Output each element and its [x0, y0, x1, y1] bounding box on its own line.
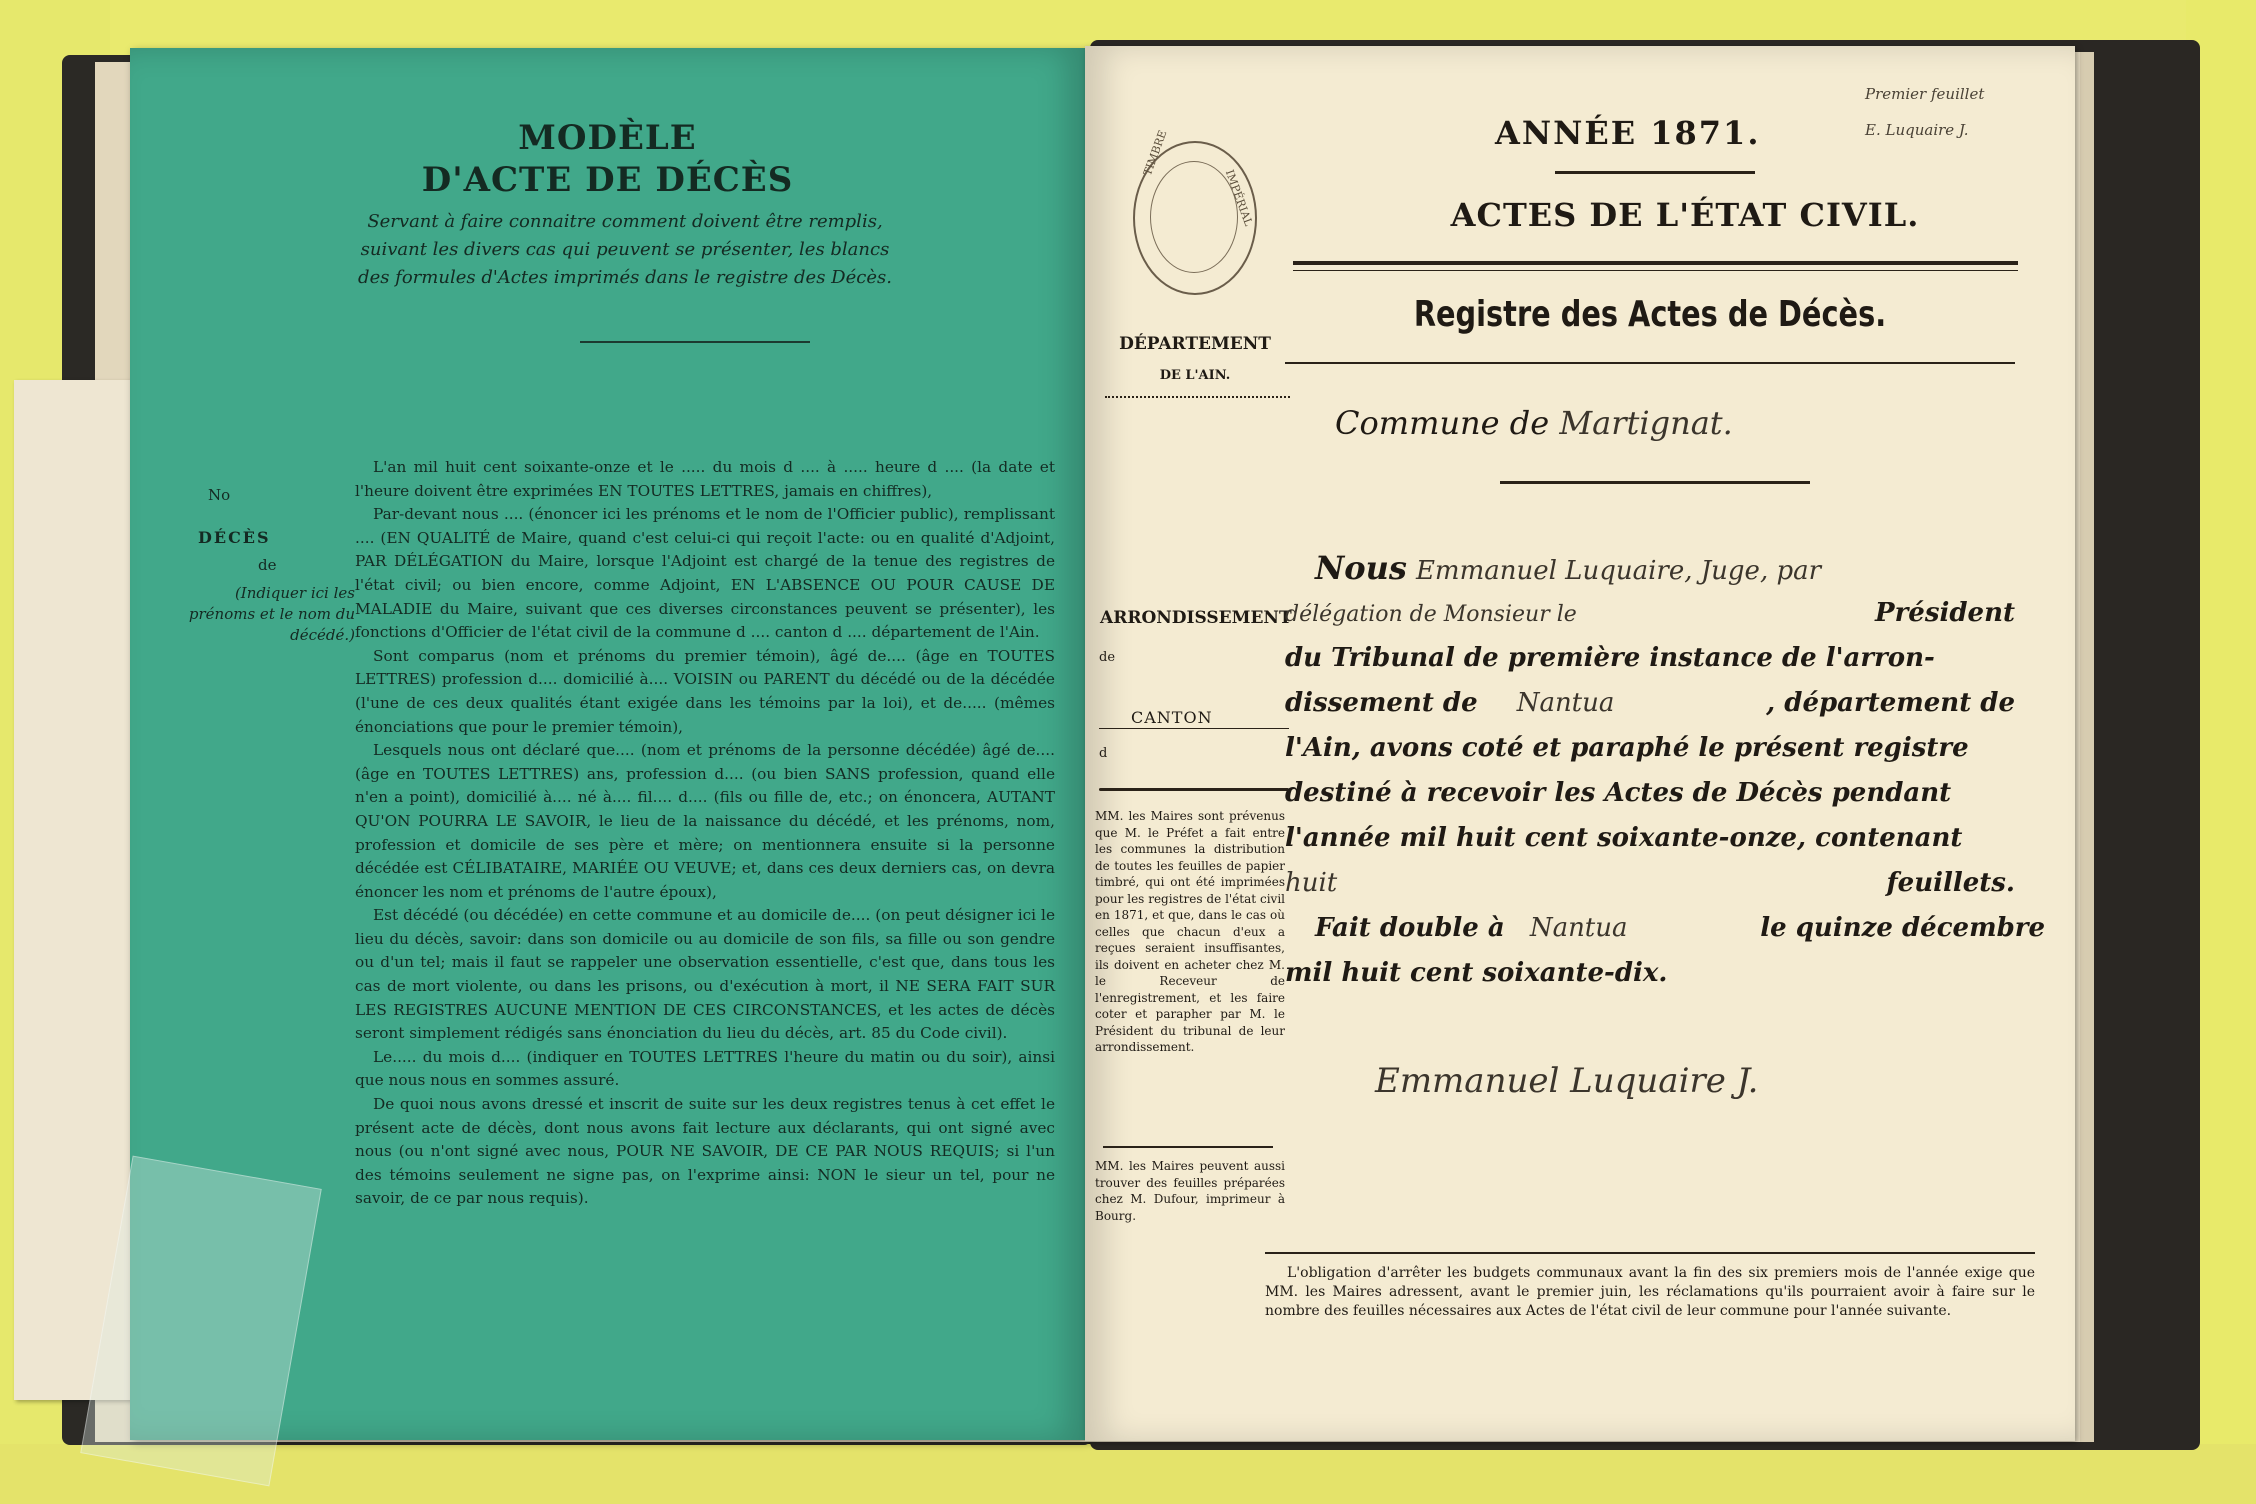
canton-label: CANTON [1131, 708, 1213, 727]
mayors-note-1: MM. les Maires sont prévenus que M. le Préfet a fait entre les communes la distribution de toutes les feuilles de papier timbré, qui ont été imprimées pour les registres de l'état civil en 1871, et que, dans le cas où celles que chacun d'eux a reçues seraient insuffisantes, ils doivent en acheter chez M. le Receveur de l'enregistrement, et les faire coter et parapher par M. le Président du tribunal de leur arrondissement. [1095, 809, 1285, 1054]
register-title-page [1085, 46, 2075, 1441]
year-heading: ANNÉE 1871. [1495, 114, 1761, 152]
register-rule [1285, 362, 2015, 364]
model-paragraph: Le..... du mois d.... (indiquer en TOUTES LETTRES l'heure du matin ou du soir), ainsi que nous nous en sommes assuré. [355, 1047, 1055, 1090]
fait-double-text: Fait double à [1315, 913, 1505, 943]
text-line: l'année mil huit cent soixante-onze, contenant [1285, 823, 1963, 853]
text-line [1285, 906, 2055, 951]
footnote-rule [1265, 1252, 2035, 1254]
civil-acts-heading: ACTES DE L'ÉTAT CIVIL. [1450, 196, 1920, 234]
text-line [1285, 591, 2055, 636]
model-subtitle: Servant à faire connaitre comment doivent être remplis, suivant les divers cas qui peuvent se présenter, les blancs des formules d'Actes imprimés dans le registre des Décès. [358, 211, 892, 288]
yellow-background-bottom [0, 1444, 2256, 1504]
model-title-line2: D'ACTE DE DÉCÈS [421, 160, 794, 200]
margin-instruction-note: (Indiquer ici les prénoms et le nom du décédé.) [188, 584, 355, 644]
seal-text-right: IMPÉRIAL [1222, 168, 1256, 228]
swash-rule [1099, 788, 1289, 791]
signature-handwritten: Emmanuel Luquaire J. [1375, 1061, 1759, 1101]
commune-line [1335, 404, 1733, 442]
department-rule [1105, 396, 1290, 401]
model-paragraph: De quoi nous avons dressé et inscrit de suite sur les deux registres tenus à cet effet le présent acte de décès, dont nous avons fait lecture aux déclarants, qui ont signé avec nous (ou n'ont signé avec nous, POUR NE SAVOIR, DE CE PAR NOUS REQUIS; si l'un des témoins seulement ne signe pas, on l'exprime ainsi: NON le sieur un tel, pour ne savoir, de ce par nous requis). [355, 1095, 1055, 1208]
commune-rule [1500, 481, 1810, 484]
register-heading: Registre des Actes de Décès. [1413, 294, 1887, 335]
handwritten-huit: huit [1285, 868, 1338, 898]
arrondissement-de: de [1099, 650, 1116, 665]
footnote-text [1265, 1264, 2035, 1321]
department-name: DE L'AIN. [1159, 368, 1231, 383]
commune-printed: Commune de [1335, 404, 1550, 442]
feuillets-word: feuillets. [1886, 868, 2015, 898]
handwritten-judge-name: Emmanuel Luquaire, Juge, par [1415, 556, 1822, 586]
heading-rule-thick [1293, 261, 2018, 265]
nous-word: Nous [1315, 549, 1407, 587]
text-line [1285, 546, 2055, 591]
model-paragraph: Lesquels nous ont déclaré que.... (nom et prénoms de la personne décédée) âgé de.... (âge en TOUTES LETTRES) ans, profession d.... (ou bien SANS profession, quand elle n'en a point), domicilié à.... né à.... fil.... d.... (fils ou fille de, etc.; on énoncera, AUTANT QU'ON POURRA LE SAVOIR, le lieu de la naissance du décédé, et les prénoms, nom, profession et domicile de ses père et mère; on mentionnera ensuite si la personne décédée est CÉLIBATAIRE, MARIÉE OU VEUVE; et, dans ces deux derniers cas, on devra énoncer les nom et prénoms de l'autre époux), [355, 741, 1055, 901]
margin-number-label: No [208, 486, 231, 504]
model-body-text [355, 456, 1055, 1211]
dissement-text: dissement de [1285, 688, 1478, 718]
ornamental-rule [580, 341, 810, 343]
certification-text [1285, 546, 2055, 996]
mayors-note-rule [1103, 1146, 1273, 1148]
president-word: Président [1875, 598, 2015, 628]
margin-deces-label: DÉCÈS [198, 528, 271, 547]
text-line [1285, 861, 2055, 906]
year-rule [1555, 171, 1755, 174]
text-line: du Tribunal de première instance de l'arron- [1285, 643, 1935, 673]
text-line: destiné à recevoir les Actes de Décès pendant [1285, 778, 1952, 808]
handwritten-nantua: Nantua [1516, 688, 1615, 718]
model-paragraph: Est décédé (ou décédée) en cette commune et au domicile de.... (on peut désigner ici le lieu du décès, savoir: dans son domicile ou au domicile de son fils, sa fille ou son gendre ou d'un tel; mais il faut se rappeler une observation essentielle, c'est que, dans tous les cas de mort violente, ou dans les prisons, ou d'exécution à mort, il NE SERA FAIT SUR LES REGISTRES AUCUNE MENTION DE CES CIRCONSTANCES, et les actes de décès seront simplement rédigés sans énonciation du lieu du décès, art. 85 du Code civil). [355, 906, 1055, 1043]
model-title-line1: MODÈLE [518, 118, 697, 158]
handwritten-nantua: Nantua [1529, 913, 1628, 943]
arrondissement-label: ARRONDISSEMENT [1100, 608, 1292, 628]
corner-note-line: Premier feuillet [1865, 85, 1985, 103]
model-paragraph: Sont comparus (nom et prénoms du premier témoin), âgé de.... (âge en TOUTES LETTRES) profession d.... domicilié à.... VOISIN ou PARENT du décédé ou de la décédée (l'une de ces deux qualités étant exigée dans les témoins par la loi), et de..... (mêmes énonciations que pour le premier témoin), [355, 646, 1055, 736]
mayors-note-2: MM. les Maires peuvent aussi trouver des feuilles préparées chez M. Dufour, imprimeur à Bourg. [1095, 1159, 1285, 1223]
handwritten-delegation: délégation de Monsieur le [1285, 602, 1577, 627]
model-paragraph: Par-devant nous .... (énoncer ici les prénoms et le nom de l'Officier public), remplissant .... (EN QUALITÉ de Maire, quand c'est celui-ci qui reçoit l'acte: ou en qualité d'Adjoint, PAR DÉLÉGATION du Maire, lorsque l'Adjoint est chargé de la tenue des registres de l'état civil; ou bien encore, comme Adjoint, EN L'ABSENCE OU POUR CAUSE DE MALADIE du Maire, suivant que ces diverses circonstances peuvent se présenter), les fonctions d'Officier de l'état civil de la commune d .... canton d .... département de l'Ain. [355, 505, 1055, 642]
model-paragraph: L'an mil huit cent soixante-onze et le ..... du mois d .... à ..... heure d .... (la date et l'heure doivent être exprimées EN TOUTES LETTRES, jamais en chiffres), [355, 458, 1055, 500]
department-label: DÉPARTEMENT [1119, 334, 1271, 354]
heading-rule-thin [1293, 270, 2018, 271]
text-line [1285, 681, 2055, 726]
commune-handwritten: Martignat. [1559, 404, 1733, 442]
text-line: mil huit cent soixante-dix. [1285, 958, 1668, 988]
seal-text-left: TIMBRE [1141, 128, 1170, 178]
arrondissement-rule [1099, 728, 1289, 729]
corner-handwritten-note [1865, 76, 1984, 148]
margin-de-label: de [258, 556, 277, 574]
text-line: l'Ain, avons coté et paraphé le présent registre [1285, 733, 1969, 763]
date-text: le quinze décembre [1760, 913, 2045, 943]
canton-d: d [1099, 746, 1108, 761]
stamp-seal-icon [1133, 128, 1257, 295]
corner-note-line: E. Luquaire J. [1865, 121, 1969, 139]
departement-text: , département de [1766, 688, 2015, 718]
footnote-paragraph: L'obligation d'arrêter les budgets communaux avant la fin des six premiers mois de l'année exige que MM. les Maires adressent, avant le premier juin, les réclamations qu'ils pourraient avoir à faire sur le nombre des feuilles nécessaires aux Actes de l'état civil de leur commune pour l'année suivante. [1265, 1265, 2035, 1319]
